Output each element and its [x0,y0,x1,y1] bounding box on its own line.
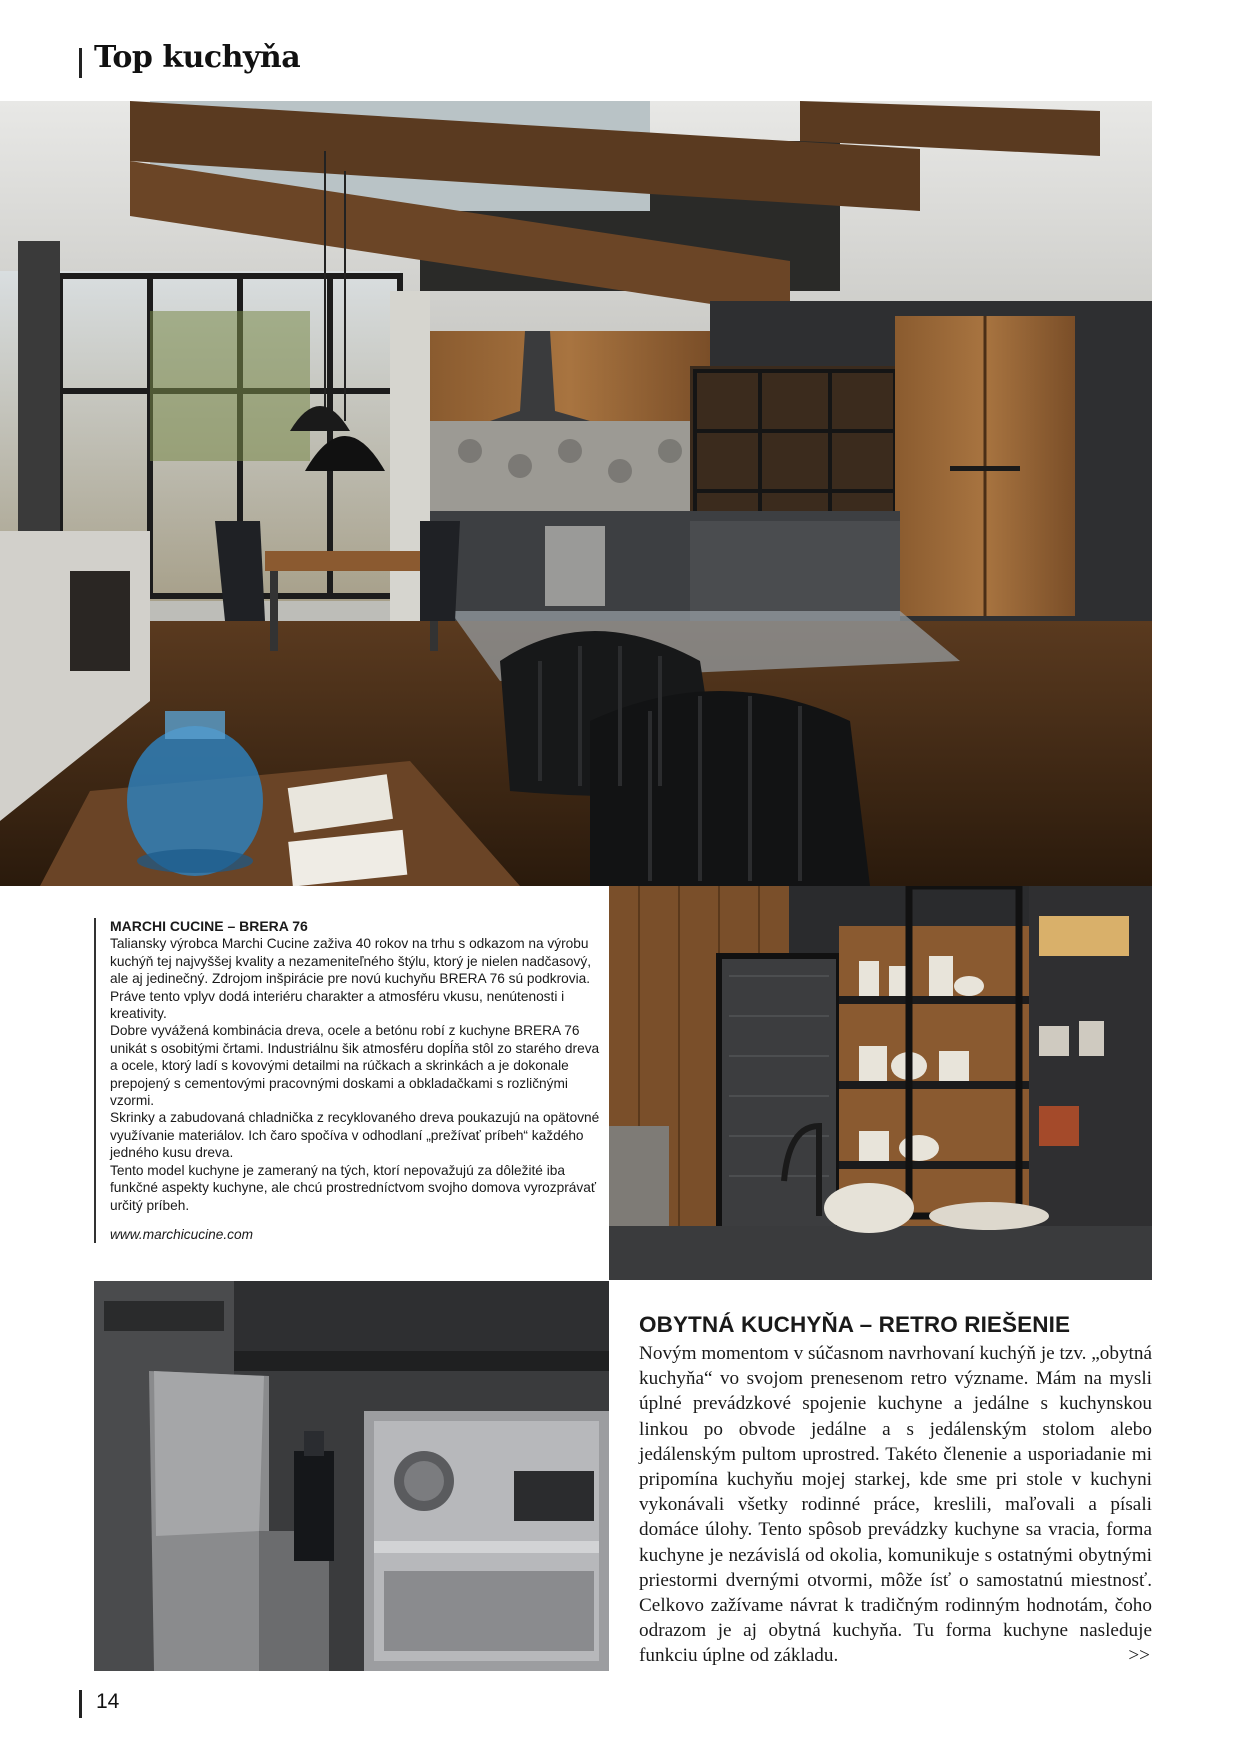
section-marker [79,48,82,78]
article [639,1312,1152,1669]
caption-website: www.marchicucine.com [110,1226,253,1242]
handle-illustration [94,1281,609,1671]
hero-kitchen-photo [0,101,1152,886]
caption-paragraph: Dobre vyvážená kombinácia dreva, ocele a betónu robí z kuchyne BRERA 76 unikát s osobitými črtami. Industriálnu šik atmosféru dopĺňa stôl zo starého dreva a ocele, ktorý ladí s kovovými detailmi na rúčkach a skrinkách a je dokonale prepojený s cementovými pracovnými doskami a obkladačkami s rozličnými vzormi. [110,1023,600,1109]
handle-detail-photo [94,1281,609,1671]
section-title: Top kuchyňa [94,40,301,75]
article-body-text: Novým momentom v súčasnom navrhovaní kuchýň je tzv. „obytná kuchyňa“ vo svojom prenesenom retro význame. Mám na mysli úplné prevádzkové spojenie kuchyne a jedálne s kuchynskou linkou po obvode jedálne a s jedálenským stolom alebo jedálenským pultom uprostred. Takéto členenie a usporiadanie mi pripomína kuchyňu mojej starkej, kde sme pri stole v kuchyni vykonávali všetky rodinné práce, kreslili, maľovali a písali domáce úlohy. Tento spôsob prevádzky kuchyne sa vracia, forma kuchyne je nezávislá od okolia, komunikuje s ostatnými obytnými priestormi dvernými otvormi, môže ísť o samostatnú miestnosť. Celkovo zažívame návrat k tradičným rodinným hodnotám, čoho odrazom je aj obytná kuchyňa. Tu forma kuchyne nasleduje funkciu úplne od základu. [639,1343,1152,1667]
product-caption [94,918,605,1243]
page-number: 14 [96,1690,120,1713]
hero-kitchen-illustration [0,101,1152,886]
caption-paragraph: Tento model kuchyne je zameraný na tých, ktorí nepovažujú za dôležité iba funkčné aspekty kuchyne, ale chcú prostredníctvom svojho domova vyrozprávať určitý príbeh. [110,1162,596,1213]
article-body [639,1341,1152,1669]
page-number-marker [79,1690,82,1718]
shelves-illustration [609,886,1152,1280]
article-title: OBYTNÁ KUCHYŇA – RETRO RIEŠENIE [639,1312,1071,1337]
continue-marker: >> [1128,1645,1150,1667]
caption-paragraph: Taliansky výrobca Marchi Cucine zaživa 40 rokov na trhu s odkazom na výrobu kuchýň tej najvyššej kvality a nezameniteľného štýlu, ktorý je nielen nadčasový, ale aj jedinečný. Zdrojom inšpirácie pre novú kuchyňu BRERA 76 sú podkrovia. Práve tento vplyv dodá interiéru charakter a atmosféru vkusu, nenútenosti i kreativity. [110,936,592,1022]
caption-title: MARCHI CUCINE – BRERA 76 [110,918,308,934]
caption-paragraph: Skrinky a zabudovaná chladnička z recyklovaného dreva poukazujú na opätovné využívanie materiálov. Ich čaro spočíva v odhodlaní „prežívať príbeh“ každého jedného kusu dreva. [110,1110,600,1161]
shelves-detail-photo [609,886,1152,1280]
